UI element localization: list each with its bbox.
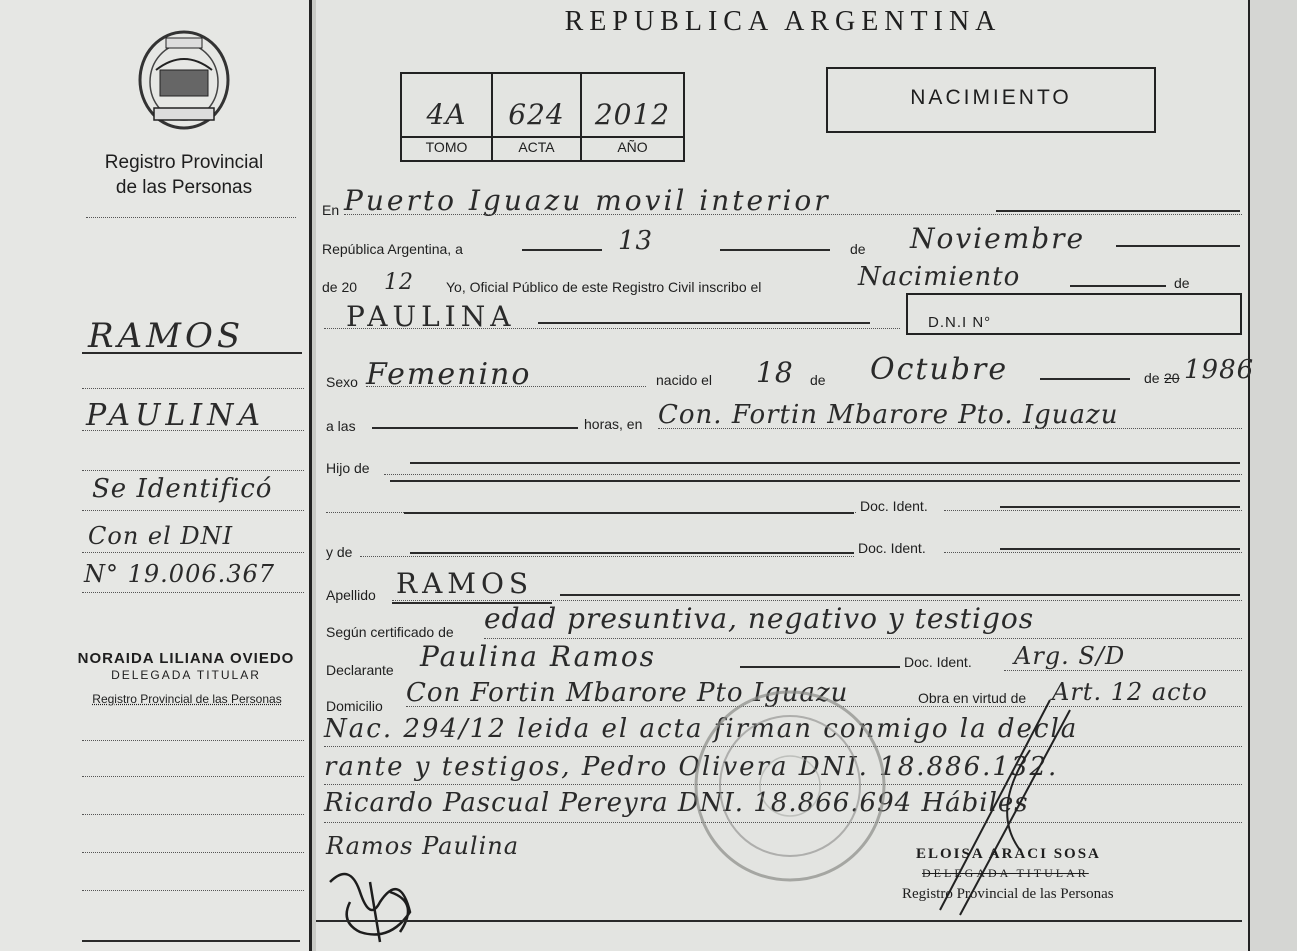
inscription-type: Nacimiento (858, 262, 1021, 292)
surname-underline (82, 352, 302, 354)
officer-stamp-name: ELOISA ARACI SOSA (916, 846, 1101, 862)
birth-year: 1986 (1184, 355, 1255, 385)
apellido-value: RAMOS (396, 567, 534, 600)
horas-label: horas, en (584, 416, 643, 432)
obra-label: Obra en virtud de (918, 690, 1027, 706)
place-of-registration: Puerto Iguazu movil interior (344, 184, 831, 217)
form-dotted-line (366, 386, 646, 387)
identification-note-line3: N° 19.006.367 (84, 560, 276, 588)
province-seal-icon (134, 30, 234, 134)
birth-year-struck: 20 (1164, 370, 1180, 386)
form-dotted-line (392, 600, 1242, 601)
registry-name-line1: Registro Provincial (104, 152, 264, 173)
acta-value: 624 (508, 98, 565, 131)
blank-fill-line (390, 480, 1240, 482)
left-stamp-registry: Registro Provincial de las Personas (92, 692, 282, 706)
nacido-label: nacido el (656, 372, 713, 388)
left-stamp-name: NORAIDA LILIANA OVIEDO (77, 650, 295, 667)
note-line-1: Nac. 294/12 leida el acta firman conmigo la decla (324, 714, 1079, 744)
form-dotted-line (324, 328, 900, 329)
left-dotted-line (82, 740, 304, 741)
left-dotted-line (82, 470, 304, 471)
right-edge-strip (1250, 0, 1297, 951)
blank-fill-line (538, 322, 870, 324)
blank-fill-line (1000, 506, 1240, 508)
registrant-name: PAULINA (346, 300, 516, 333)
declarant-signature-icon (320, 862, 430, 948)
left-dotted-line (82, 890, 304, 891)
blank-fill-line (996, 210, 1240, 212)
blank-fill-line (372, 427, 578, 429)
tomo-label: TOMO (425, 139, 468, 155)
birth-month: Octubre (870, 352, 1009, 387)
apellido-label: Apellido (326, 587, 376, 603)
registration-day: 13 (618, 226, 654, 256)
registration-year: 12 (384, 270, 414, 295)
birth-day: 18 (756, 356, 794, 389)
hijo-label: Hijo de (326, 460, 370, 476)
blank-fill-line (1070, 285, 1166, 287)
form-dotted-line (344, 214, 1242, 215)
officer-stamp-registry: Registro Provincial de las Personas (902, 886, 1114, 902)
year-prefix-label: de 20 (322, 279, 358, 295)
identification-note-line1: Se Identificó (92, 474, 273, 504)
obra-value: Art. 12 acto (1052, 678, 1208, 706)
left-surname: RAMOS (88, 316, 245, 356)
de-label-2: de (1174, 275, 1190, 291)
domicile-value: Con Fortin Mbarore Pto Iguazu (406, 678, 849, 708)
declarant-signature-name: Ramos Paulina (326, 832, 520, 860)
form-dotted-line (1004, 670, 1242, 671)
tomo-value: 4A (426, 98, 467, 131)
blank-fill-line (404, 512, 854, 514)
de-label-3: de (810, 372, 826, 388)
doc-ident-label: Doc. Ident. (860, 498, 928, 514)
form-dotted-line (360, 556, 854, 557)
left-divider-line (309, 0, 312, 951)
blank-fill-line (740, 666, 900, 668)
dni-label: D.N.I N° (928, 314, 992, 331)
form-dotted-line (484, 638, 1242, 639)
anio-value: 2012 (594, 98, 671, 131)
birth-place: Con. Fortin Mbarore Pto. Iguazu (658, 400, 1119, 430)
domicilio-label: Domicilio (326, 698, 383, 714)
left-dotted-line (82, 510, 304, 511)
note-line-3: Ricardo Pascual Pereyra DNI. 18.866.694 Hábiles (324, 788, 1029, 818)
record-box-divider (400, 136, 685, 138)
form-dotted-line (944, 510, 1242, 511)
acta-label: ACTA (518, 139, 555, 155)
left-dotted-line (82, 852, 304, 853)
declarant-name: Paulina Ramos (420, 640, 657, 673)
registry-name-line2: de las Personas (115, 177, 253, 198)
republica-label: República Argentina, a (322, 241, 463, 257)
country-title: REPUBLICA ARGENTINA (564, 6, 1002, 37)
certificate-basis: edad presuntiva, negativo y testigos (484, 602, 1035, 635)
de-label: de (850, 241, 866, 257)
declarante-doc-label: Doc. Ident. (904, 654, 972, 670)
left-bottom-line (82, 940, 300, 942)
blank-fill-line (410, 552, 854, 554)
declarante-label: Declarante (326, 662, 394, 678)
left-stamp-role: DELEGADA TITULAR (111, 668, 261, 682)
blank-fill-line (1000, 548, 1240, 550)
blank-fill-line (720, 249, 830, 251)
oficial-text: Yo, Oficial Público de este Registro Civil inscribo el (446, 279, 762, 295)
blank-fill-line (522, 249, 602, 251)
registry-seal-icon (690, 686, 890, 886)
anio-label: AÑO (617, 139, 648, 155)
right-divider-line (1248, 0, 1250, 951)
blank-fill-line (1116, 245, 1240, 247)
form-dotted-line (944, 552, 1242, 553)
declarant-doc-value: Arg. S/D (1014, 642, 1126, 670)
left-dotted-line (82, 552, 304, 553)
left-dotted-line (82, 388, 304, 389)
en-label: En (322, 202, 340, 218)
left-dotted-line (82, 776, 304, 777)
left-dotted-line (82, 814, 304, 815)
y-de-label: y de (326, 544, 353, 560)
note-line-2: rante y testigos, Pedro Olivera DNI. 18.886.132. (324, 752, 1059, 782)
sex-value: Femenino (366, 357, 532, 392)
form-dotted-line (658, 428, 1242, 429)
left-dotted-line (86, 217, 296, 218)
form-dotted-line (384, 474, 1242, 475)
blank-fill-line (1040, 378, 1130, 380)
doc-ident-label-2: Doc. Ident. (858, 540, 926, 556)
blank-fill-line (410, 462, 1240, 464)
registration-month: Noviembre (910, 222, 1086, 255)
officer-stamp-role: DELEGADA TITULAR (922, 866, 1089, 880)
sexo-label: Sexo (326, 374, 358, 390)
bottom-line (316, 920, 1242, 922)
left-dotted-line (82, 430, 304, 431)
left-first-name: PAULINA (86, 398, 266, 433)
de-label-4: de (1144, 370, 1160, 386)
left-dotted-line (82, 592, 304, 593)
blank-fill-line (560, 594, 1240, 596)
a-las-label: a las (326, 418, 356, 434)
identification-note-line2: Con el DNI (88, 522, 234, 550)
record-type-label: NACIMIENTO (910, 86, 1072, 109)
segun-label: Según certificado de (326, 624, 454, 640)
